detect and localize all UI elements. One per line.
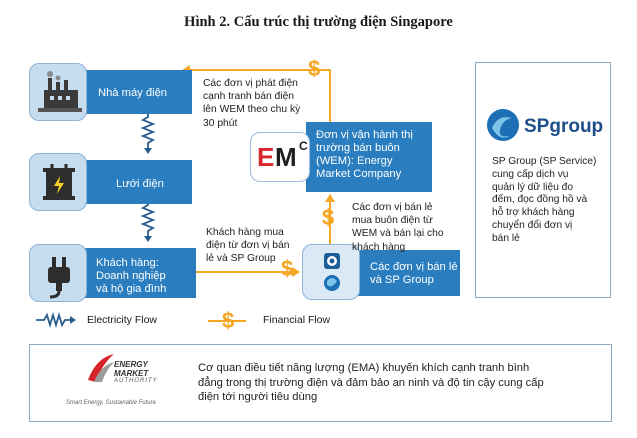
ema-logo-text-1: ENERGY bbox=[114, 360, 148, 369]
emc-letter-c: C bbox=[299, 139, 308, 153]
electricity-arrowhead-1 bbox=[144, 148, 152, 154]
electricity-zigzag-2 bbox=[143, 200, 153, 236]
customers-icon-box bbox=[29, 244, 87, 302]
sp-logo-text: SPgroup bbox=[524, 116, 604, 137]
customers-label-3: và hộ gia đình bbox=[96, 283, 167, 295]
sp-group-description: SP Group (SP Service) cung cấp dịch vụ quản lý dữ liệu đo đếm, đọc đồng hồ và hỗ trợ khách hàng chuyển đổi đơn vị bán lẻ bbox=[492, 156, 597, 244]
dollar-icon: $ bbox=[322, 205, 335, 230]
legend-electricity-arrowhead bbox=[70, 316, 76, 324]
electricity-arrowhead-2 bbox=[144, 236, 152, 242]
operator-label-1: Đơn vị vận hành thị bbox=[316, 129, 413, 141]
electricity-zigzag-1 bbox=[143, 112, 153, 148]
grid-icon-box bbox=[29, 153, 87, 211]
dollar-icon: $ bbox=[222, 308, 235, 333]
grid-label: Lưới điện bbox=[116, 178, 164, 190]
operator-label-2: trường bán buôn bbox=[316, 142, 400, 154]
operator-label-4: Market Company bbox=[316, 168, 402, 180]
financial-arrowhead-mid bbox=[325, 194, 335, 202]
transformer-icon bbox=[30, 154, 88, 212]
factory-icon bbox=[30, 64, 88, 122]
power-plant-icon-box bbox=[29, 63, 87, 121]
emc-letter-m: M bbox=[275, 142, 297, 172]
note-retail-buy: Các đơn vị bán lẻ mua buôn điện từ WEM và bán lại cho khách hàng bbox=[352, 202, 444, 253]
note-customers-buy: Khách hàng mua điện từ đơn vị bán lẻ và SP Group bbox=[206, 227, 290, 265]
retailers-label-2: và SP Group bbox=[370, 274, 434, 286]
operator-label-3: (WEM): Energy bbox=[316, 155, 393, 167]
customers-label-2: Doanh nghiệp bbox=[96, 270, 166, 282]
ema-logo-text-3: AUTHORITY bbox=[114, 378, 158, 384]
emc-letter-e: E bbox=[257, 142, 275, 172]
retailers-label-1: Các đơn vị bán lẻ bbox=[370, 261, 458, 273]
note-generators: Các đơn vị phát điện cạnh tranh bán điện lên WEM theo chu kỳ 30 phút bbox=[203, 78, 301, 129]
ema-logo-text-2: MARKET bbox=[114, 369, 149, 378]
customers-label-1: Khách hàng: bbox=[96, 257, 159, 269]
ema-tagline: Smart Energy, Sustainable Future bbox=[66, 400, 156, 406]
dollar-icon: $ bbox=[281, 256, 294, 281]
ema-description: Cơ quan điều tiết năng lượng (EMA) khuyến khích cạnh tranh bình đẳng trong thị trường điện và đảm bảo an ninh và độ tin cậy cung cấp điện tới người tiêu dùng bbox=[198, 362, 544, 403]
emc-logo-icon bbox=[250, 132, 310, 182]
figure-title: Hình 2. Cấu trúc thị trường điện Singapore bbox=[184, 14, 453, 30]
power-plant-label: Nhà máy điện bbox=[98, 87, 168, 99]
dollar-icon: $ bbox=[308, 56, 321, 81]
legend-financial-label: Financial Flow bbox=[263, 314, 331, 326]
legend-electricity-symbol bbox=[36, 315, 70, 325]
legend-electricity-label: Electricity Flow bbox=[87, 314, 158, 326]
plug-icon bbox=[30, 245, 88, 303]
